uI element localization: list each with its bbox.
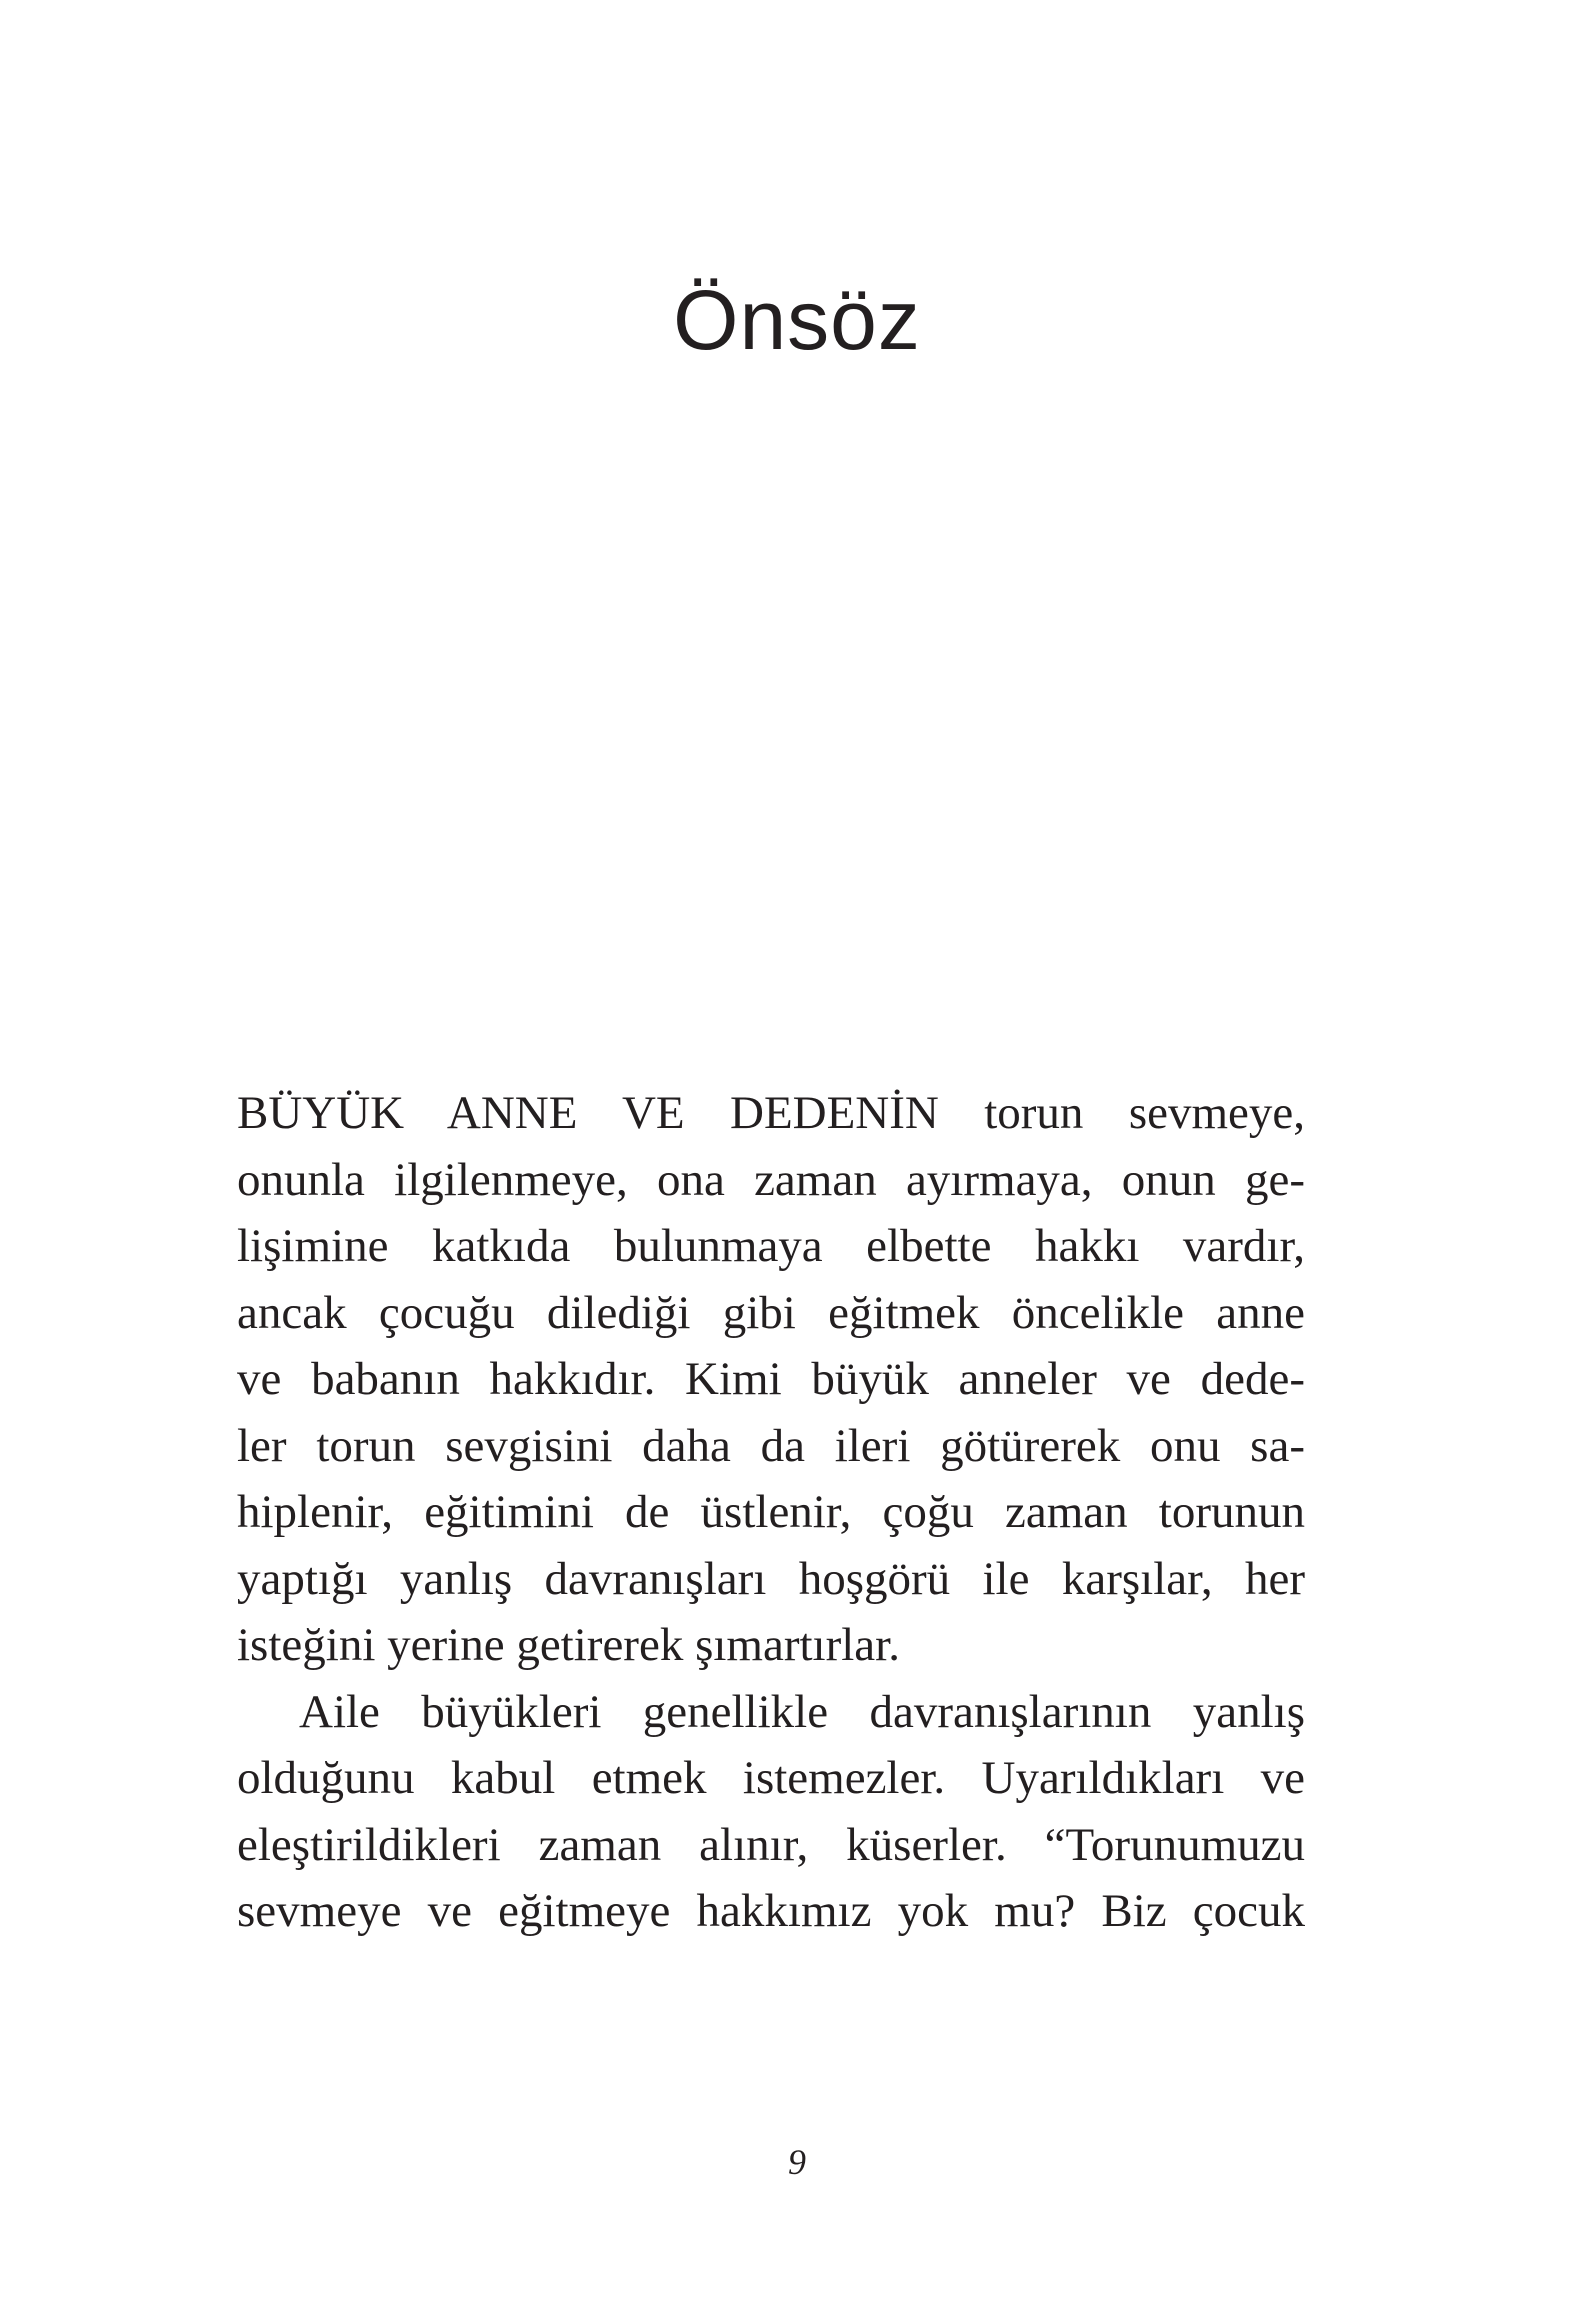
text-line: lişimine katkıda bulunmaya elbette hakkı vardır, <box>237 1220 1305 1272</box>
text-line: ve babanın hakkıdır. Kimi büyük anneler ve dede- <box>237 1353 1305 1405</box>
text-line: Aile büyükleri genellikle davranışlarının yanlış <box>299 1685 1305 1738</box>
text-line: onunla ilgilenmeye, ona zaman ayırmaya, onun ge- <box>237 1153 1305 1206</box>
text-line: isteğini yerine getirerek şımartırlar. <box>237 1619 900 1671</box>
paragraph-1 <box>237 1080 1305 1679</box>
text-line: ancak çocuğu dilediği gibi eğitmek öncelikle anne <box>237 1286 1305 1339</box>
text-line: ler torun sevgisini daha da ileri götürerek onu sa- <box>237 1419 1305 1472</box>
text-line: yaptığı yanlış davranışları hoşgörü ile karşılar, her <box>237 1552 1305 1605</box>
text-line: hiplenir, eğitimini de üstlenir, çoğu zaman torunun <box>237 1486 1305 1538</box>
page-title: Önsöz <box>673 273 921 367</box>
text-line: olduğunu kabul etmek istemezler. Uyarıldıkları ve <box>237 1752 1305 1804</box>
body-text <box>237 1080 1305 1945</box>
text-line: sevmeye ve eğitmeye hakkımız yok mu? Biz çocuk <box>237 1885 1305 1937</box>
page-number: 9 <box>788 2142 806 2182</box>
text-line: BÜYÜK ANNE VE DEDENİN torun sevmeye, <box>237 1087 1305 1139</box>
text-line: eleştirildikleri zaman alınır, küserler. “Torunumuzu <box>237 1818 1305 1871</box>
paragraph-2 <box>237 1679 1305 1945</box>
